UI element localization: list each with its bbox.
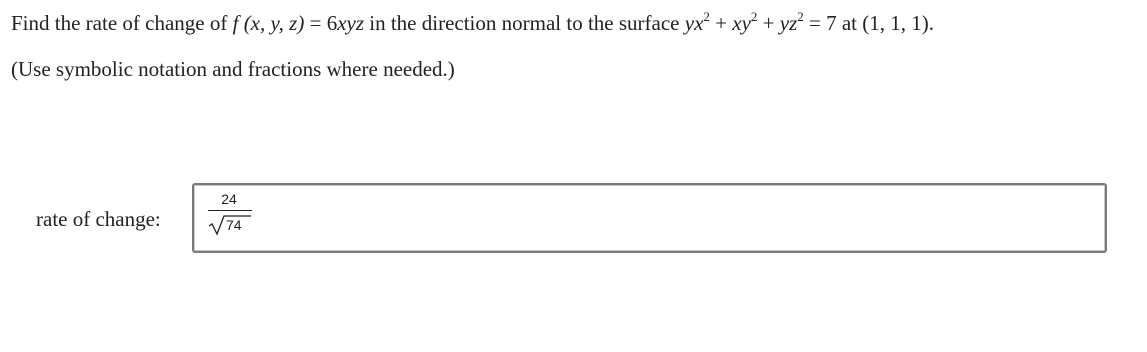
plus-sign-1: + — [709, 11, 733, 35]
function-coefficient: 6 — [326, 11, 338, 35]
surface-equals: = 7 — [803, 11, 837, 35]
surface-term-3-exponent: 2 — [797, 9, 804, 24]
surface-term-2-exponent: 2 — [750, 9, 758, 24]
question-text — [11, 9, 934, 37]
fraction-numerator: 24 — [221, 191, 237, 207]
notation-hint: (Use symbolic notation and fractions where needed.) — [11, 57, 455, 81]
surface-term-2: xy — [732, 11, 751, 35]
answer-label: rate of change: — [36, 207, 161, 231]
function-args: (x, y, z) — [238, 11, 305, 35]
surface-term-1: yx — [684, 11, 704, 35]
question-middle: in the direction normal to the surface — [364, 11, 685, 35]
fraction-bar — [208, 210, 252, 211]
radicand: 74 — [226, 217, 242, 233]
surface-term-3: yz — [779, 11, 798, 35]
answer-input[interactable] — [192, 183, 1107, 253]
fraction-denominator — [206, 213, 254, 235]
plus-sign-2: + — [757, 11, 780, 35]
question-point: at (1, 1, 1). — [836, 11, 934, 35]
question-lead: Find the rate of change of — [11, 11, 233, 35]
function-variables: xyz — [337, 11, 365, 35]
equals-sign: = — [304, 11, 327, 35]
function-name: f — [232, 11, 239, 35]
surface-term-1-exponent: 2 — [703, 9, 710, 24]
